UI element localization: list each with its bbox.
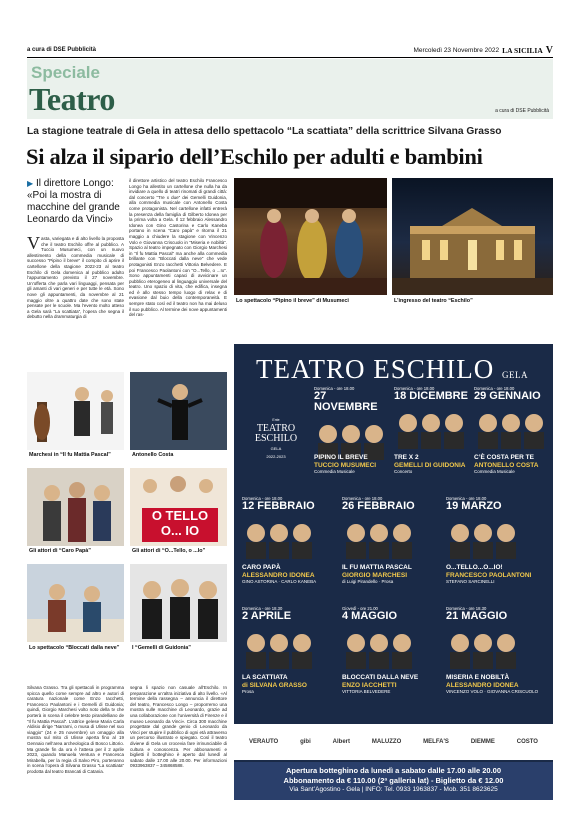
page-header	[27, 44, 553, 56]
column-2-body: il direttore artistico del teatro Eschilo Francesco Longo ha allestito un cartellone che nulla ha da invidiare a quello di teatri rinomati di grandi città: dal concerto “Tre x due” dei Gemelli Guidonia, alla commedia musicale con Antonello Costa come protagonista. Nel cartellone infatti entrerà la presenza della famiglia di Gilberto Idonea per la prima volta a Gela. Il 12 febbraio Alessandro Idonea con Gino Castorina e Carlo Kaneba portano in scena “Caro papà” e ritorna il 21 maggio a chiudere la stagione con Vincenzo Volo e Giovanna Criscuolo in “Miseria e nobiltà”. Spazio al teatro impegnato con Giorgio Marchesi in “Il fu Mattia Pascal” ma anche alla commedia brillante con “Bloccati dalla neve” che vede protagonisti Enzo Iacchetti Vittoria Belvedere. E poi Francesco Paolantoni con “O...Tello, o ...Io”. Sono appuntamenti capaci di avvicinare un pubblico eterogeneo al linguaggio universale del teatro. Uno spazio di vita, che edifica, insegna ed è allo stesso tempo luogo di relax e di evasione dal buio della contemporaneità. E sempre stato così ed il teatro non ha mai deluso il suo pubblico. Al termine dei nove appuntamenti del ras-	[129, 178, 227, 318]
performers-illustration	[130, 468, 227, 508]
show-day: Domenica - ore 18.00	[446, 496, 487, 501]
show-date: 12 FEBBRAIO	[242, 500, 315, 512]
sponsor-logo: Albert	[332, 739, 351, 745]
show-text	[242, 564, 316, 585]
photo-pipino	[234, 178, 387, 295]
caption-marchesi: Marchesi in “Il fu Mattia Pascal”	[29, 452, 111, 458]
photo-gemelli	[130, 564, 227, 642]
section-band	[27, 59, 553, 119]
caption-pipino: Lo spettacolo “Pipino il breve” di Musumeci	[236, 298, 349, 304]
show-text	[342, 674, 418, 695]
theatre-logo	[242, 396, 310, 496]
show-genre: VITTORIA BELVEDERE	[342, 689, 391, 694]
show-title: PIPINO IL BREVE	[314, 454, 368, 461]
show-text	[474, 454, 538, 475]
photo-bloccati	[27, 564, 124, 642]
section-kicker: Speciale	[31, 63, 100, 82]
column-1-text: asta, variegata e di alto livello la proposta che il teatro Eschilo offre al pubblico. A Tuccio Musumeci, con un nuovo allestimento della commedia musicale di successo “Pipino il breve” il compito di aprire il cartellone della stagione 2022-23 al teatro Eschilo di Gela domenica al pubblico adulto l’appuntamento previsto il 27 novembre. Un’offerta che parla vari linguaggi, pensata per gli amanti di vari generi e per tutte le età. Sono nove gli appuntamenti, da novembre al 21 maggio oltre a quattro date che sono state pensate per le scuole. Ma l’evento molto atteso a Gela sarà “La scattiata”, l’opera che segna il debutto nella drammaturgia di	[27, 236, 124, 320]
poster-footer	[234, 762, 553, 800]
group-illustration	[27, 468, 124, 546]
cast-photo	[446, 625, 520, 669]
sponsor-logo: VERAUTO	[248, 739, 279, 745]
show-cell	[342, 606, 440, 711]
show-text	[446, 564, 531, 585]
stage-illustration	[234, 178, 387, 295]
sponsor-logo: MELFA'S	[423, 739, 449, 745]
show-text	[342, 564, 412, 585]
poster-title	[256, 354, 528, 385]
show-cast: ALESSANDRO IDONEA	[446, 681, 519, 689]
footer-info: Via Sant’Agostino - Gela | INFO: Tel. 0933 1963837 - Mob. 351 8623625	[289, 786, 498, 793]
show-genre: Commedia Musicale	[474, 469, 515, 474]
caption-entrance: L’ingresso del teatro “Eschilo”	[394, 298, 473, 304]
footer-hours: Apertura botteghino da lunedì a sabato dalle 17.00 alle 20.00	[285, 766, 502, 775]
photo-otello	[130, 468, 227, 546]
header-date: Mercoledì 23 Novembre 2022	[413, 46, 500, 54]
footer-prices: Abbonamento da € 110.00 (2ª galleria lat) - Biglietto da € 12.00	[283, 776, 504, 785]
drop-cap: V	[27, 233, 40, 253]
show-date: 2 APRILE	[242, 610, 292, 622]
logo-name: TEATRO ESCHILO	[254, 423, 298, 444]
cast-photo	[242, 515, 316, 559]
page-letter: V	[545, 44, 553, 56]
show-title: BLOCCATI DALLA NEVE	[342, 674, 419, 681]
show-date: 27 NOVEMBRE	[314, 390, 378, 413]
section-credit: a cura di DSE Pubblicità	[495, 108, 549, 114]
show-day: Domenica - ore 18.00	[342, 496, 383, 501]
show-text	[314, 454, 376, 475]
show-cell	[342, 496, 440, 601]
show-title: C’È COSTA PER TE	[474, 454, 534, 461]
show-date: 21 MAGGIO	[446, 610, 508, 622]
show-day: Domenica - ore 18.30	[242, 606, 283, 611]
column-3-left-text: Silvana Grasso. Tra gli spettacoli in programma spicca quello come sempre ad altro e autori di caratura nazionale come Enzo Iacchetti, Francesco Paolantoni e i Gemelli di Guidonia; quindi, Giorgio Marchesi volto noto della tv che porterà in scena il celebre testo pirandelliano de “Il fu Mattia Pascal”. L’attrice gelese Maria Carla Aldisio dirige “Narrami, o musa di Ulisse nel suo viaggio” (24 e 25 novembre) un omaggio alla mostra sul mito di Ulisse aperta fino al 19 Gennaio nell’area archeologica di Bosco Littorio. Ma grande fin da ora è l’attesa per il 2 aprile 2023, quando Manuela Ventura e Francesca Mirabella, per la regia di Salvo Piro, porteranno in scena l’opera di Silvana Grasso “La scattiata” prodotta dal teatro Brancati di Catania.	[27, 685, 124, 774]
show-text	[394, 454, 466, 475]
photo-costa	[130, 372, 227, 450]
show-cast: ALESSANDRO IDONEA	[242, 571, 315, 579]
sponsor-strip	[234, 724, 553, 760]
poster-city: GELA	[502, 370, 528, 380]
scene-illustration	[27, 564, 124, 642]
header-credit: a cura di DSE Pubblicità	[27, 47, 97, 53]
caption-gemelli: I “Gemelli di Guidonia”	[132, 645, 192, 651]
actors-illustration	[27, 372, 124, 450]
show-genre: Commedia Musicale	[314, 469, 355, 474]
caption-otello: Gli attori di “O...Tello, o ...Io”	[132, 548, 206, 554]
show-cell	[446, 606, 544, 711]
header-right	[413, 45, 553, 56]
show-title: IL FU MATTIA PASCAL	[342, 564, 412, 571]
show-date: 29 GENNAIO	[474, 390, 541, 402]
show-cell	[446, 496, 544, 601]
cast-photo	[446, 515, 520, 559]
show-cell	[242, 496, 340, 601]
show-day: Domenica - ore 18.00	[314, 386, 355, 391]
poster-title-text: TEATRO ESCHILO	[256, 354, 495, 384]
column-2	[129, 178, 227, 318]
show-date: 18 DICEMBRE	[394, 390, 468, 402]
show-genre: VINCENZO VOLO · GIOVANNA CRISCUOLO	[446, 689, 539, 694]
season-poster	[234, 344, 553, 800]
otello-title-art: O TELLO O... IO	[142, 508, 218, 542]
logo-city: GELA	[270, 446, 282, 451]
show-day: Giovedì - ore 21.00	[342, 606, 378, 611]
show-date: 4 MAGGIO	[342, 610, 398, 622]
column-1-body	[27, 233, 124, 320]
building-illustration	[392, 178, 553, 295]
show-date: 26 FEBBRAIO	[342, 500, 415, 512]
article-overline: La stagione teatrale di Gela in attesa dello spettacolo “La scattiata” della scrittrice Silvana Grasso	[27, 126, 502, 137]
caption-bloccati: Lo spettacolo “Bloccati dalla neve”	[29, 645, 120, 651]
article-headline: Si alza il sipario dell’Eschilo per adulti e bambini	[26, 144, 483, 169]
show-text	[242, 674, 307, 695]
show-cast: TUCCIO MUSUMECI	[314, 461, 377, 469]
triangle-bullet-icon: ▶	[27, 179, 34, 188]
cast-photo	[394, 405, 468, 449]
show-genre: Prosa	[242, 689, 254, 694]
show-title: O...TELLO...O...IO!	[446, 564, 503, 571]
trio-illustration	[130, 564, 227, 642]
show-cast: GEMELLI DI GUIDONIA	[394, 461, 466, 469]
show-day: Domenica - ore 18.30	[446, 606, 487, 611]
cast-photo	[474, 405, 548, 449]
show-cast: di SILVANA GRASSO	[242, 681, 307, 689]
show-title: TRE X 2	[394, 454, 419, 461]
column-3-right	[130, 685, 227, 769]
sponsor-logo: gibi	[300, 739, 311, 745]
show-date: 19 MARZO	[446, 500, 502, 512]
show-genre: STEFANO SARCINELLI	[446, 579, 495, 584]
sponsor-logo: MALUZZO	[371, 739, 402, 745]
show-genre: di Luigi Pirandello · Prosa	[342, 579, 394, 584]
photo-marchesi	[27, 372, 124, 450]
caption-costa: Antonello Costa	[132, 452, 174, 458]
cast-photo	[342, 515, 416, 559]
show-cell	[314, 386, 388, 491]
column-3-left	[27, 685, 124, 775]
performer-illustration	[130, 372, 227, 450]
show-day: Domenica - ore 18.00	[474, 386, 515, 391]
column-1	[27, 178, 124, 320]
photo-theatre-entrance	[392, 178, 553, 295]
cast-photo	[342, 625, 416, 669]
logo-small: Ente	[272, 418, 280, 422]
show-cell	[394, 386, 468, 491]
logo-season: 2022-2023	[266, 454, 286, 459]
show-day: Domenica - ore 18.00	[394, 386, 435, 391]
header-rule	[27, 57, 553, 58]
section-title: Teatro	[29, 81, 115, 117]
show-cell	[242, 606, 340, 711]
show-day: Domenica - ore 18.00	[242, 496, 283, 501]
sponsor-logo: DIEMME	[470, 739, 495, 745]
show-title: CARO PAPÀ	[242, 564, 281, 571]
show-title: MISERIA E NOBILTÀ	[446, 674, 510, 681]
show-cell	[474, 386, 548, 491]
show-genre: GINO ASTORINA · CARLO KANEBA	[242, 579, 317, 584]
show-cast: ENZO IACCHETTI	[342, 681, 397, 689]
newspaper-name: LA SICILIA	[502, 45, 543, 55]
show-text	[446, 674, 538, 695]
show-cast: ANTONELLO COSTA	[474, 461, 539, 469]
show-genre: Concerto	[394, 469, 413, 474]
interview-title	[27, 178, 124, 226]
interview-title-text: Il direttore Longo: «Poi la mostra di macchine del grande Leonardo da Vinci»	[27, 178, 120, 225]
column-3-right-text: segna li spazio non casuale all’Eschilo. In preparazione un’altra iniziativa di alto livello. «Al termine della rassegna – annuncia il direttore del teatro, Francesco Longo – proporremo una mostra sulle macchine di Leonardo, grazie ad una collaborazione con l’università di Firenze e il museo Leonardo da Vinci». Circa 300 macchine progettate dal grande genio di Leonardo da Vinci per stupire il pubblico di ogni età attraverso un percorso illustrato e spiegato. Così il teatro diviene di Gela un crocevia fare irrinunciabile di cultura e conoscenza. Per abbonamenti e biglietti il botteghino è aperto dal lunedì al sabato dalle 17.00 alle 20.00. Per informazioni 0933963837 – 345868588.	[130, 685, 227, 769]
show-cast: FRANCESCO PAOLANTONI	[446, 571, 532, 579]
photo-caro-papa	[27, 468, 124, 546]
show-cast: GIORGIO MARCHESI	[342, 571, 408, 579]
show-title: LA SCATTIATA	[242, 674, 288, 681]
caption-caro-papa: Gli attori di “Caro Papà”	[29, 548, 92, 554]
cast-photo	[242, 625, 316, 669]
sponsor-logo: COSTO	[516, 739, 538, 745]
